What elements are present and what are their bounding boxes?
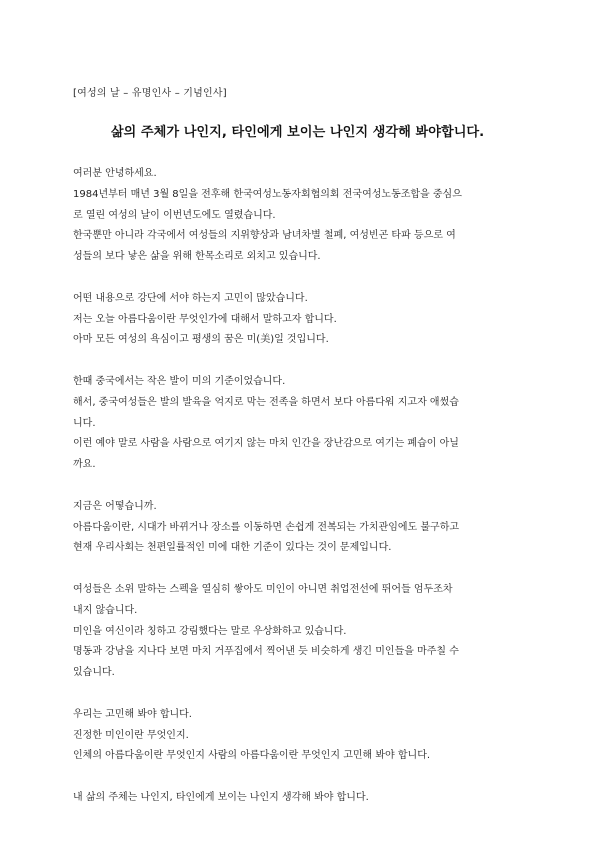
text-line: 내 삶의 주체는 나인지, 타인에게 보이는 나인지 생각해 봐야 합니다. (73, 791, 369, 803)
paragraph (73, 497, 529, 559)
paragraph-gap (73, 351, 529, 372)
page-title: 삶의 주체가 나인지, 타인에게 보이는 나인지 생각해 봐야합니다. (110, 125, 485, 140)
paragraph (73, 164, 529, 185)
text-line: 현재 우리사회는 천편일률적인 미에 대한 기준이 있다는 것이 문제입니다. (73, 542, 392, 554)
text-line: 저는 오늘 아름다움이란 무엇인가에 대해서 말하고자 합니다. (73, 313, 337, 325)
paragraph (73, 372, 529, 476)
text-line: 해서, 중국여성들은 발의 발육을 억지로 막는 전족을 하면서 보다 아름다워 지고자 애썼습 (73, 396, 459, 408)
paragraph-gap (73, 767, 529, 788)
text-line: 한국뿐만 아니라 각국에서 여성들의 지위향상과 남녀차별 철폐, 여성빈곤 타파 등으로 여 (73, 230, 456, 242)
text-line: 아름다움이란, 시대가 바뀌거나 장소를 이동하면 손쉽게 전복되는 가치관임에도 불구하고 (73, 521, 460, 533)
text-line: 인체의 아름다움이란 무엇인지 사람의 아름다움이란 무엇인지 고민해 봐야 합니다. (73, 750, 431, 762)
text-line: 지금은 어떻습니까. (73, 500, 157, 512)
paragraph-gap (73, 476, 529, 497)
text-line: 이런 예야 말로 사람을 사람으로 여기지 않는 마치 인간을 장난감으로 여기는 폐습이 아닐 (73, 438, 459, 450)
text-line: 우리는 고민해 봐야 합니다. (73, 708, 192, 720)
paragraph (73, 226, 529, 268)
paragraph-gap (73, 268, 529, 289)
paragraph-gap (73, 559, 529, 580)
text-line: 아마 모든 여성의 욕심이고 평생의 꿈은 미(美)일 것입니다. (73, 334, 329, 346)
text-line: 있습니다. (73, 667, 115, 679)
text-line: 미인을 여신이라 칭하고 강림했다는 말로 우상화하고 있습니다. (73, 625, 347, 637)
text-line: 로 열린 여성의 날이 이번년도에도 열렸습니다. (73, 209, 276, 221)
text-line: 니다. (73, 417, 96, 429)
text-line: 여러분 안녕하세요. (73, 168, 157, 179)
paragraph (73, 289, 529, 351)
text-line: 명동과 강남을 지나다 보면 마치 거푸집에서 찍어낸 듯 비슷하게 생긴 미인들을 마주칠 수 (73, 646, 459, 658)
text-line: 까요. (73, 459, 96, 471)
text-line: 내지 않습니다. (73, 604, 138, 616)
paragraph (73, 705, 529, 767)
text-line: 여성들은 소위 말하는 스펙을 열심히 쌓아도 미인이 아니면 취업전선에 뛰어들 엄두조차 (73, 583, 453, 595)
speech-body (73, 164, 529, 809)
text-line: 어떤 내용으로 강단에 서야 하는지 고민이 많았습니다. (73, 292, 308, 304)
paragraph-gap (73, 684, 529, 705)
paragraph (73, 788, 529, 809)
category-label: [여성의 날 – 유명인사 – 기념인사] (73, 88, 227, 99)
paragraph (73, 185, 529, 227)
text-line: 성들의 보다 낳은 삶을 위해 한목소리로 외치고 있습니다. (73, 251, 321, 263)
paragraph (73, 580, 529, 684)
text-line: 진정한 미인이란 무엇인지. (73, 729, 189, 741)
text-line: 한때 중국에서는 작은 발이 미의 기준이었습니다. (73, 375, 286, 387)
text-line: 1984년부터 매년 3월 8일을 전후해 한국여성노동자회협의회 전국여성노동조합을 중심으 (73, 188, 462, 200)
